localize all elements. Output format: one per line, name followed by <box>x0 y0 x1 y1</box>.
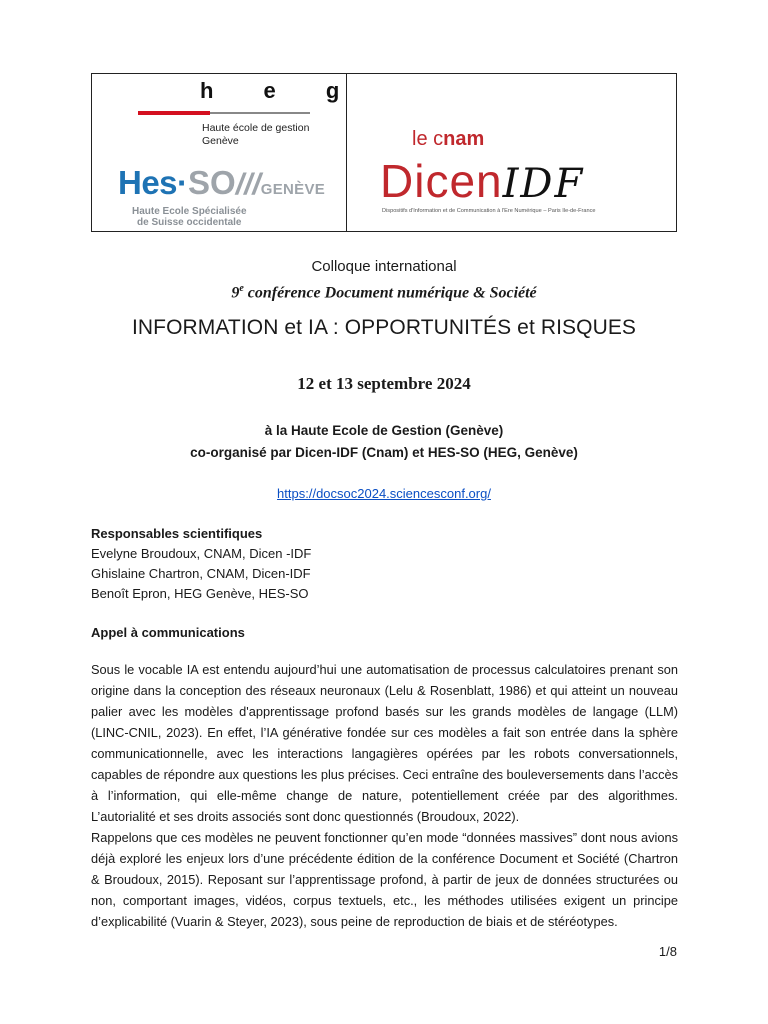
cnam-prefix: le c <box>412 128 444 150</box>
dicen-idf: IDF <box>502 161 585 207</box>
heg-logo-letters: h e g <box>200 78 362 103</box>
hesso-subtitle-line2: de Suisse occidentale <box>137 217 242 228</box>
dicen-main: Dicen <box>380 155 503 207</box>
responsables-list <box>91 544 677 604</box>
hesso-logo-wordmark <box>118 164 325 200</box>
responsable-item: Evelyne Broudoux, CNAM, Dicen -IDF <box>91 546 312 561</box>
hesso-logo-subtitle <box>132 206 247 228</box>
hesso-so: SO <box>188 164 236 201</box>
dicen-logo-subtitle: Dispositifs d'Information et de Communication à l'Ère Numérique – Paris Île-de-France <box>382 208 596 214</box>
event-dates: 12 et 13 septembre 2024 <box>297 374 471 393</box>
heg-subtitle-line1: Haute école de gestion <box>202 122 310 134</box>
hesso-slash: /// <box>235 168 261 201</box>
responsable-item: Benoît Epron, HEG Genève, HES-SO <box>91 586 309 601</box>
responsable-item: Ghislaine Chartron, CNAM, Dicen-IDF <box>91 566 311 581</box>
heg-subtitle-line2: Genève <box>202 135 239 147</box>
page-title: INFORMATION et IA : OPPORTUNITÉS et RISQUES <box>131 316 637 339</box>
body-paragraph: Rappelons que ces modèles ne peuvent fonctionner qu’en mode “données massives” dont nous avions déjà exploré les enjeux lors d’une précédente édition de la conférence Document et Société (Chartron & Broudoux, 2015). Reposant sur l’apprentissage profond, à partir de jeux de données structurées ou non, comportant images, vidéos, corpus textuels, etc., les méthodes utilisées exigent un principe d’explicabilité (Vuarin & Steyer, 2023), sous peine de reproduction de biais et de stéréotypes. <box>91 830 678 929</box>
heg-logo-grey-bar <box>210 112 310 114</box>
colloque-label: Colloque international <box>311 258 457 275</box>
conference-ordinal: e <box>239 283 244 294</box>
hesso-hes: Hes <box>118 164 178 201</box>
logo-header-box <box>91 73 677 232</box>
body-paragraph: Sous le vocable IA est entendu aujourd’hui une automatisation de processus calculatoires prenant son origine dans la conception des réseaux neuronaux (Lelu & Rosenblatt, 1986) et qui atteint un nouveau palier avec les modèles d'apprentissage profond basés sur les grands modèles de langage (LLM) (LINC-CNIL, 2023). En effet, l’IA générative fondée sur ces modèles a fait son entrée dans la sphère communicationnelle, avec les interactions langagières opérées par les robots conversationnels, capables de répondre aux questions les plus précises. Ceci entraîne des bouleversements dans l’accès à l’information, qui elle-même change de nature, potentiellement créée par des algorithmes. L’autorialité et ses droits associés sont donc questionnés (Broudoux, 2022). <box>91 662 678 824</box>
appel-heading: Appel à communications <box>91 625 245 640</box>
cnam-bold: nam <box>443 128 485 150</box>
event-organizers: co-organisé par Dicen-IDF (Cnam) et HES-SO (HEG, Genève) <box>190 445 578 460</box>
conference-url-link[interactable]: https://docsoc2024.sciencesconf.org/ <box>277 486 491 501</box>
hesso-geneve: GENÈVE <box>260 181 326 198</box>
cnam-logo <box>412 128 484 151</box>
conference-title <box>91 283 677 302</box>
event-location: à la Haute Ecole de Gestion (Genève) <box>264 423 504 438</box>
heg-logo-red-bar <box>138 111 210 115</box>
dicen-idf-logo <box>380 154 584 208</box>
conference-number: 9 <box>231 284 240 302</box>
hesso-subtitle-line1: Haute Ecole Spécialisée <box>132 206 247 217</box>
conference-text: conférence Document numérique & Société <box>243 284 537 302</box>
page-number: 1/8 <box>658 944 677 959</box>
responsables-heading: Responsables scientifiques <box>91 526 263 541</box>
appel-body <box>91 659 678 932</box>
hesso-dot: · <box>177 164 189 201</box>
heg-logo-subtitle <box>202 122 309 148</box>
